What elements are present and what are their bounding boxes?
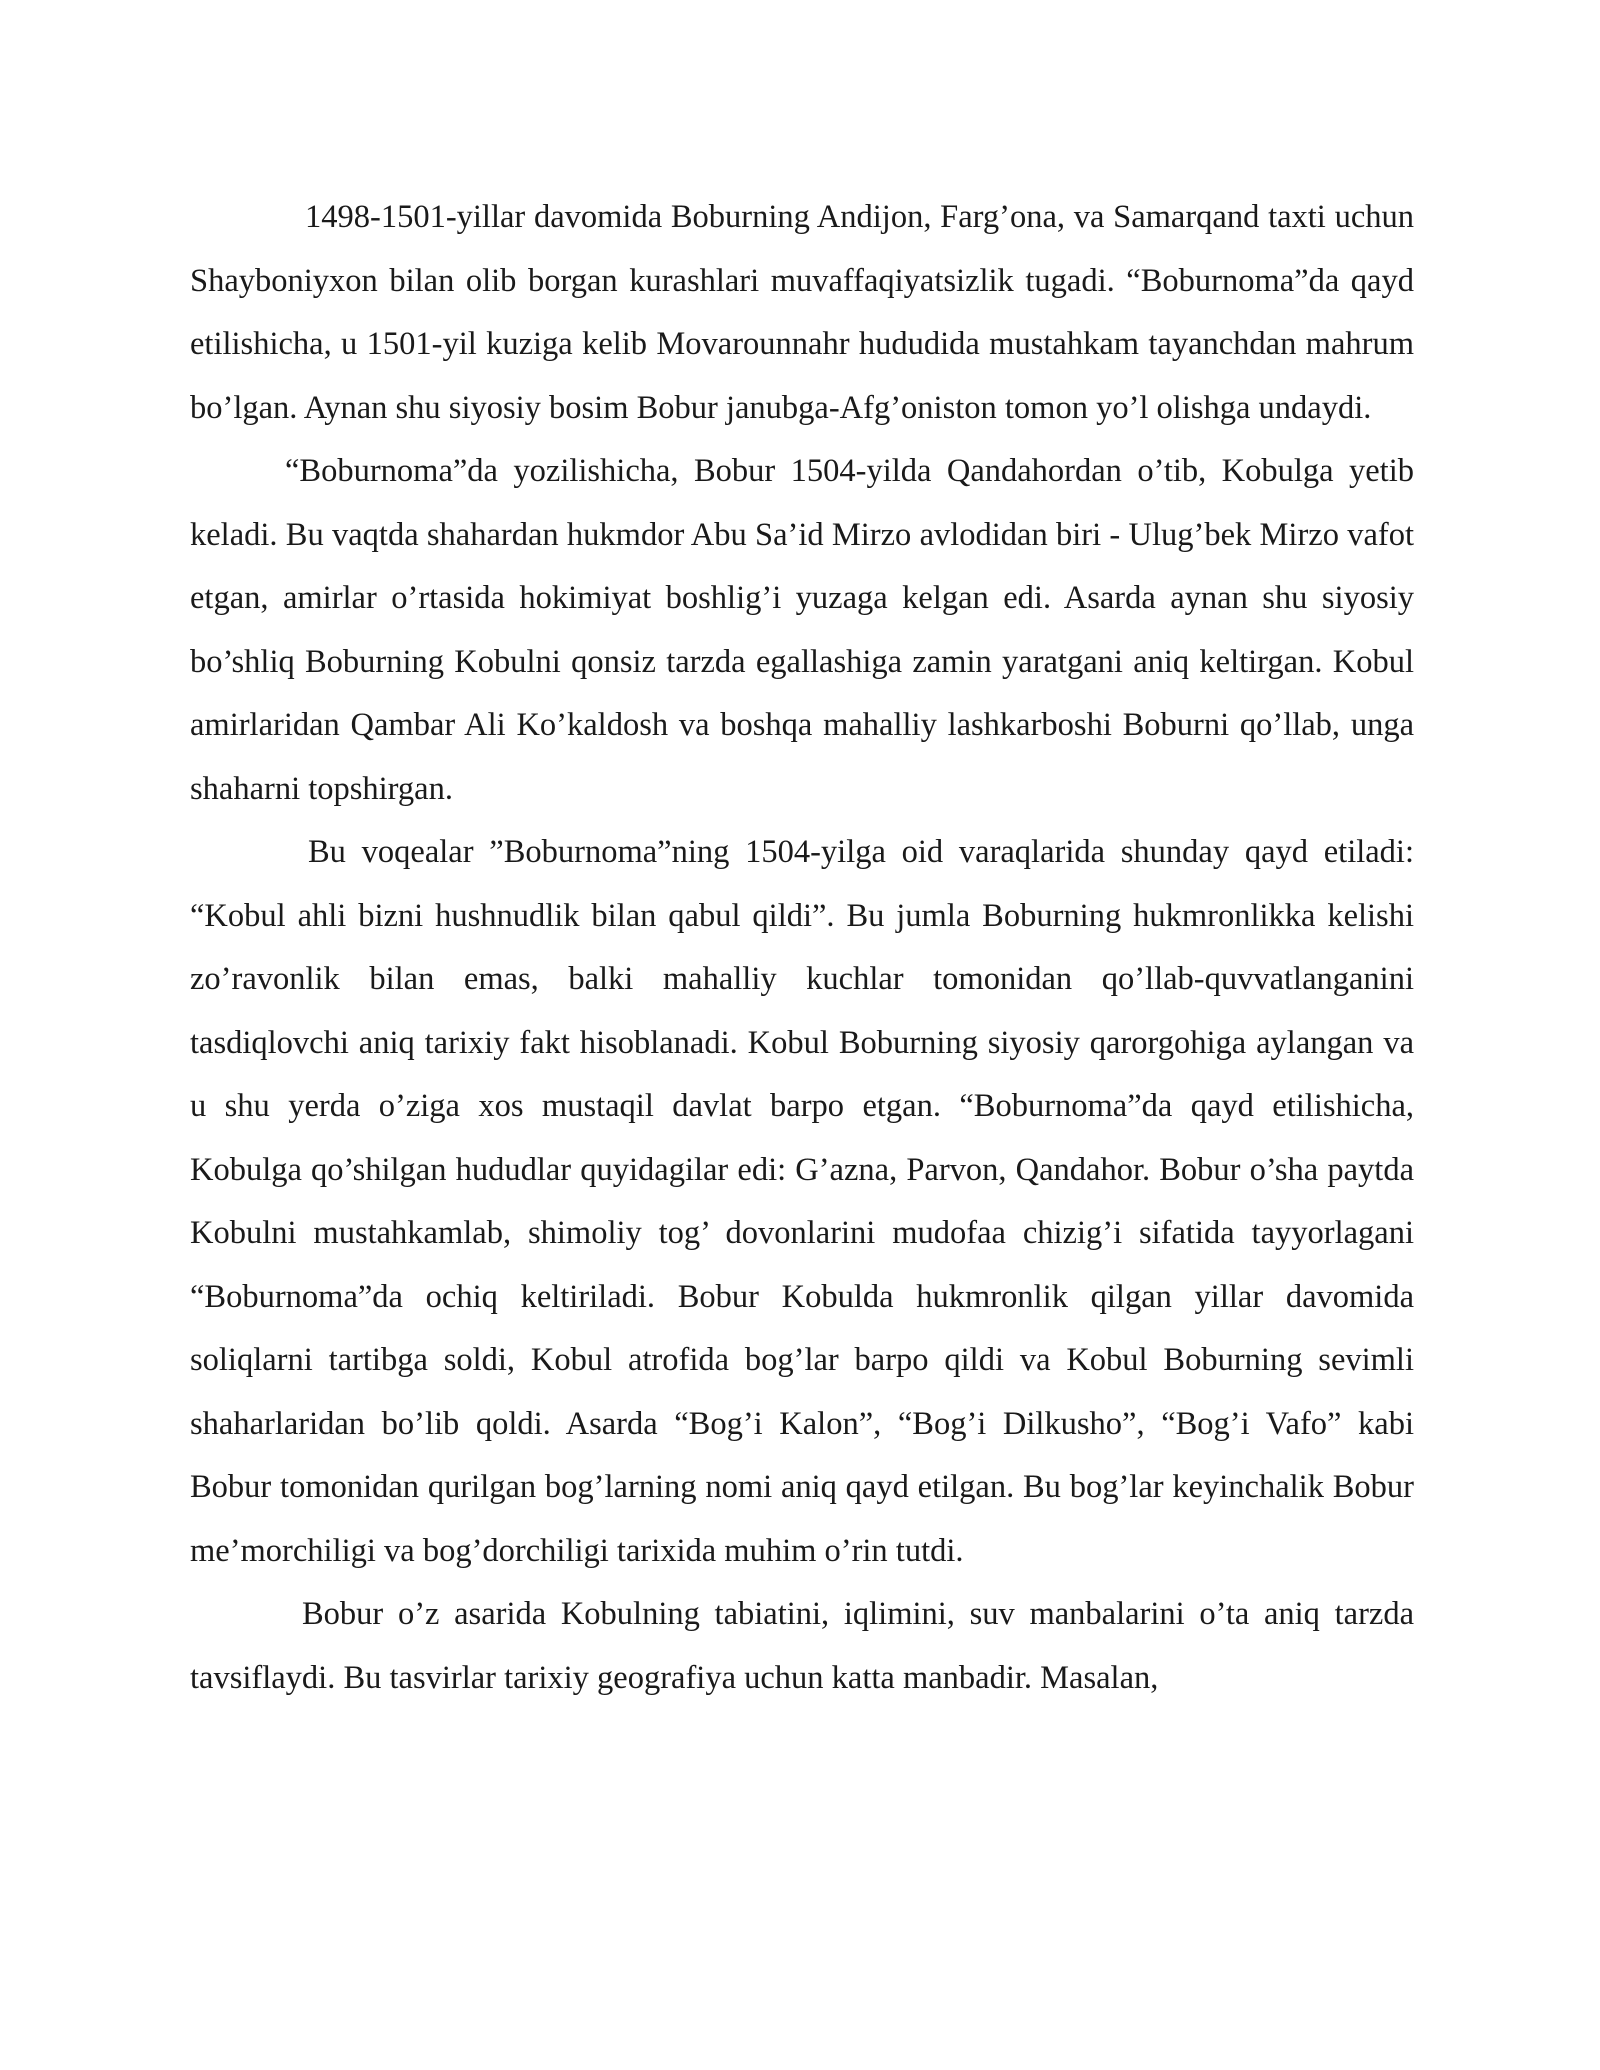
paragraph-3: Bu voqealar ”Boburnoma”ning 1504-yilga oid varaqlarida shunday qayd etiladi: “Kobul ahli bizni hushnudlik bilan qabul qildi”. Bu jumla Boburning hukmronlikka kelishi zo’ravonlik bilan emas, balki mahalliy kuchlar tomonidan qo’llab-quvvatlanganini tasdiqlovchi aniq tarixiy fakt hisoblanadi. Kobul Boburning siyosiy qarorgohiga aylangan va u shu yerda o’ziga xos mustaqil davlat barpo etgan. “Boburnoma”da qayd etilishicha, Kobulga qo’shilgan hududlar quyidagilar edi: G’azna, Parvon, Qandahor. Bobur o’sha paytda Kobulni mustahkamlab, shimoliy tog’ dovonlarini mudofaa chizig’i sifatida tayyorlagani “Boburnoma”da ochiq keltiriladi. Bobur Kobulda hukmronlik qilgan yillar davomida soliqlarni tartibga soldi, Kobul atrofida bog’lar barpo qildi va Kobul Boburning sevimli shaharlaridan bo’lib qoldi. Asarda “Bog’i Kalon”, “Bog’i Dilkusho”, “Bog’i Vafo” kabi Bobur tomonidan qurilgan bog’larning nomi aniq qayd etilgan. Bu bog’lar keyinchalik Bobur me’morchiligi va bog’dorchiligi tarixida muhim o’rin tutdi. [190, 834, 1414, 1569]
paragraph-1: 1498-1501-yillar davomida Boburning Andijon, Farg’ona, va Samarqand taxti uchun Shayboniyxon bilan olib borgan kurashlari muvaffaqiyatsizlik tugadi. “Boburnoma”da qayd etilishicha, u 1501-yil kuziga kelib Movarounnahr hududida mustahkam tayanchdan mahrum bo’lgan. Aynan shu siyosiy bosim Bobur janubga-Afg’oniston tomon yo’l olishga undaydi. [190, 199, 1414, 426]
paragraph-4: Bobur o’z asarida Kobulning tabiatini, iqlimini, suv manbalarini o’ta aniq tarzda tavsiflaydi. Bu tasvirlar tarixiy geografiya uchun katta manbadir. Masalan, [190, 1596, 1414, 1696]
paragraph-2: “Boburnoma”da yozilishicha, Bobur 1504-yilda Qandahordan o’tib, Kobulga yetib keladi. Bu vaqtda shahardan hukmdor Abu Sa’id Mirzo avlodidan biri - Ulug’bek Mirzo vafot etgan, amirlar o’rtasida hokimiyat boshlig’i yuzaga kelgan edi. Asarda aynan shu siyosiy bo’shliq Boburning Kobulni qonsiz tarzda egallashiga zamin yaratgani aniq keltirgan. Kobul amirlaridan Qambar Ali Ko’kaldosh va boshqa mahalliy lashkarboshi Boburni qo’llab, unga shaharni topshirgan. [190, 453, 1414, 807]
document-body [190, 186, 1414, 1710]
